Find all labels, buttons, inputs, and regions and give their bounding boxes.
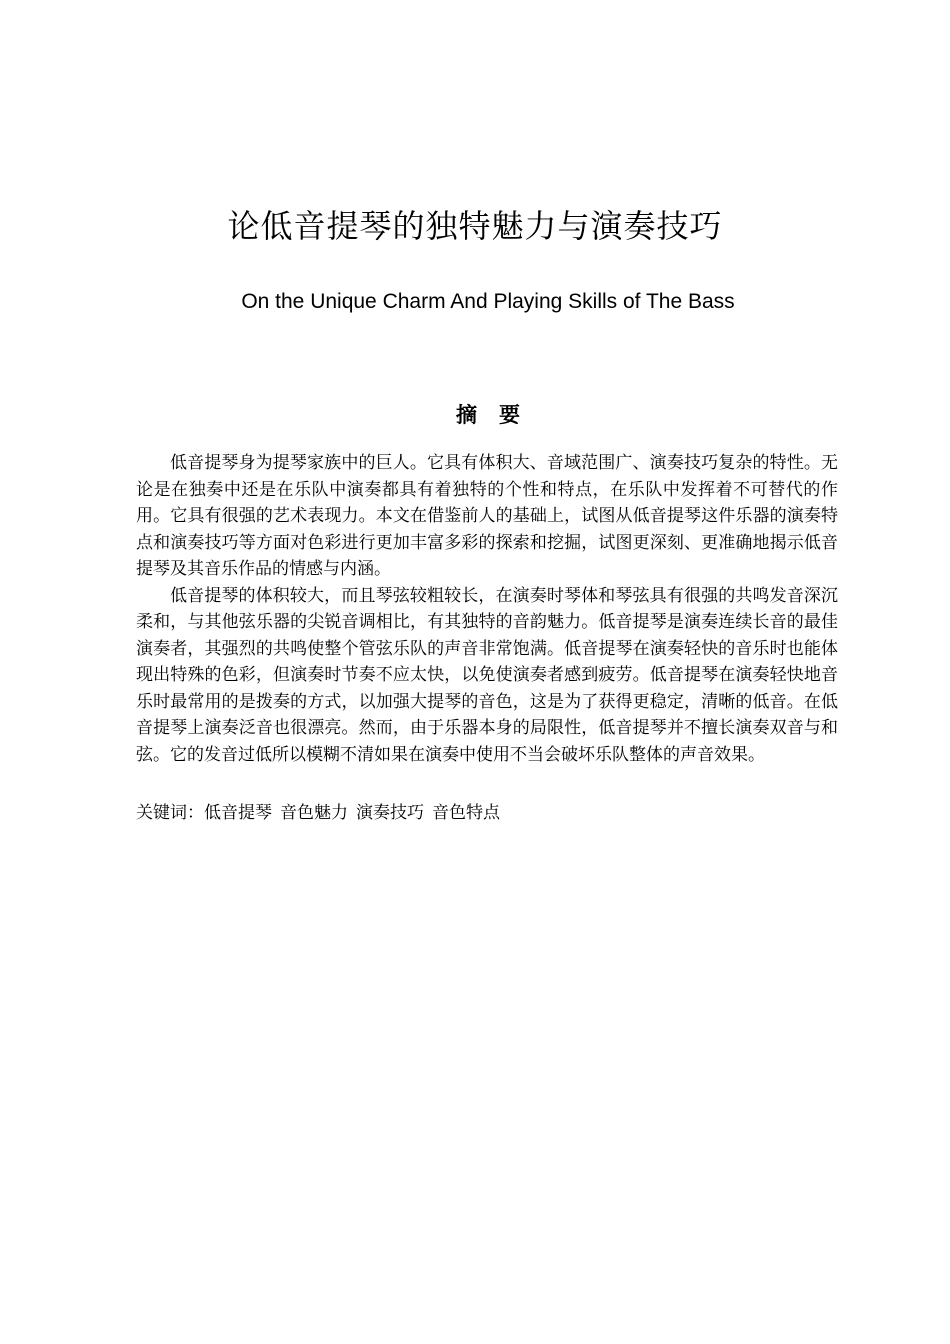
keyword-1: 低音提琴	[204, 803, 272, 823]
keywords-line	[136, 800, 838, 826]
chinese-title: 论低音提琴的独特魅力与演奏技巧	[227, 207, 723, 245]
abstract-heading-char-1: 摘	[456, 403, 477, 427]
keyword-3: 演奏技巧	[356, 803, 424, 823]
abstract-heading	[0, 400, 950, 430]
abstract-paragraph-1: 低音提琴身为提琴家族中的巨人。它具有体积大、音域范围广、演奏技巧复杂的特性。无论是在独奏中还是在乐队中演奏都具有着独特的个性和特点，在乐队中发挥着不可替代的作用。它具有很强的艺术表现力。本文在借鉴前人的基础上，试图从低音提琴这件乐器的演奏特点和演奏技巧等方面对色彩进行更加丰富多彩的探索和挖掘，试图更深刻、更准确地揭示低音提琴及其音乐作品的情感与内涵。	[136, 453, 838, 579]
abstract-heading-char-2: 要	[499, 403, 520, 427]
abstract-paragraph-2: 低音提琴的体积较大，而且琴弦较粗较长，在演奏时琴体和琴弦具有很强的共鸣发音深沉柔和，与其他弦乐器的尖锐音调相比，有其独特的音韵魅力。低音提琴是演奏连续长音的最佳演奏者，其强烈的共鸣使整个管弦乐队的声音非常饱满。低音提琴在演奏轻快的音乐时也能体现出特殊的色彩，但演奏时节奏不应太快，以免使演奏者感到疲劳。低音提琴在演奏轻快地音乐时最常用的是拨奏的方式，以加强大提琴的音色，这是为了获得更稳定，清晰的低音。在低音提琴上演奏泛音也很漂亮。然而，由于乐器本身的局限性，低音提琴并不擅长演奏双音与和弦。它的发音过低所以模糊不清如果在演奏中使用不当会破坏乐队整体的声音效果。	[136, 585, 838, 765]
keywords-label: 关键词：	[136, 803, 204, 823]
english-title: On the Unique Charm And Playing Skills of The Bass	[241, 290, 735, 313]
keyword-4: 音色特点	[432, 803, 500, 823]
abstract-body	[136, 450, 838, 768]
keyword-2: 音色魅力	[280, 803, 348, 823]
